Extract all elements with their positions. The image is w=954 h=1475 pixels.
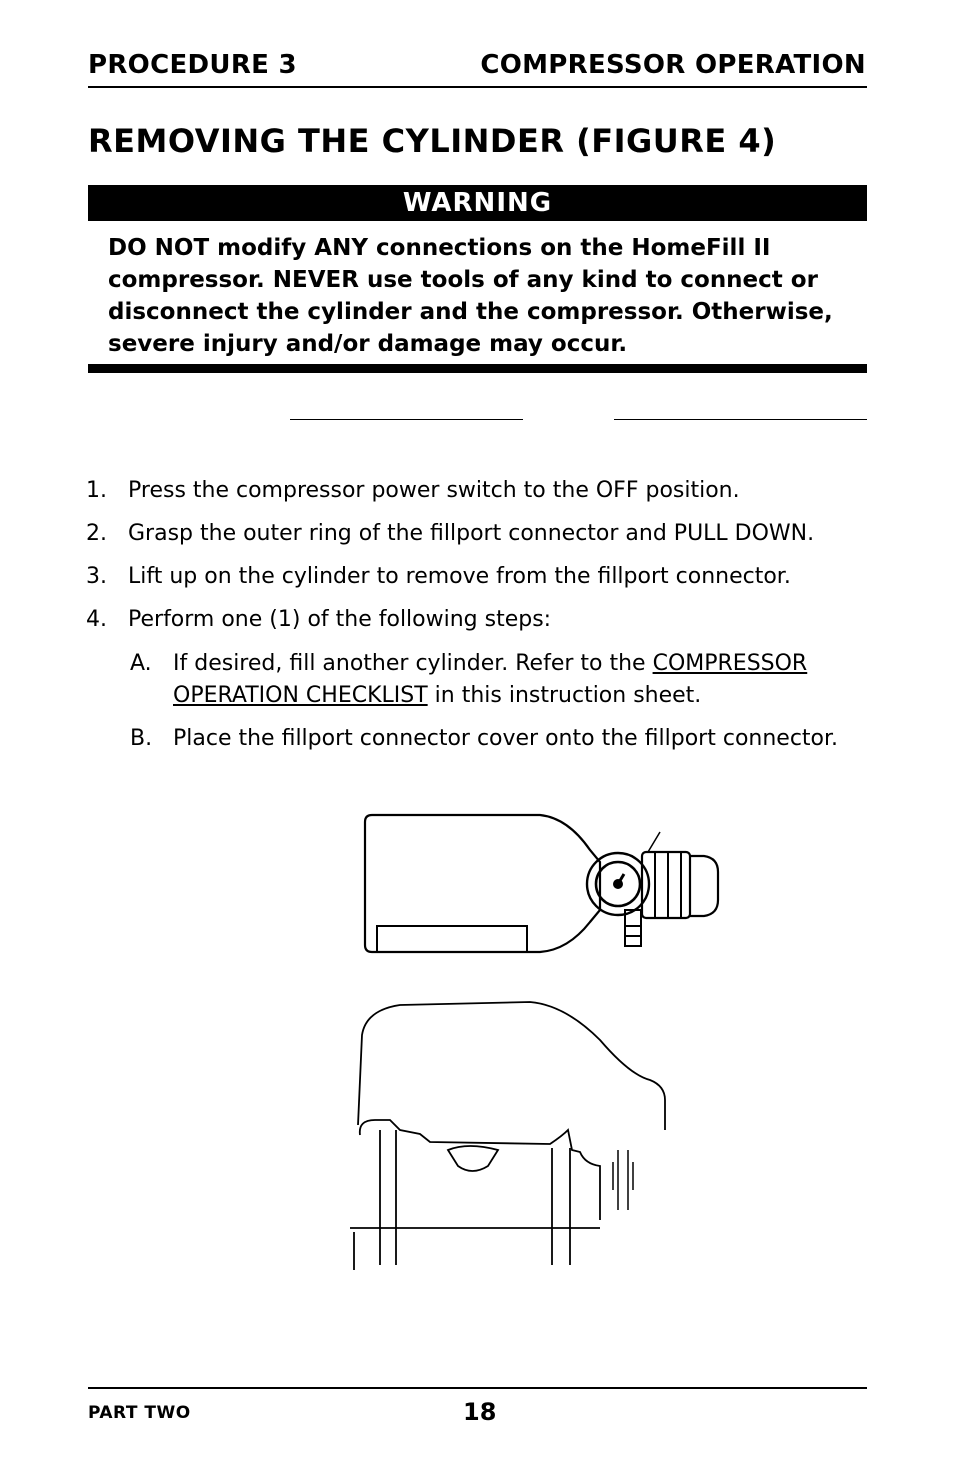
warning-fragment: connections on the HomeFill II: [368, 235, 771, 261]
step-text: Press the compressor power switch to the OFF position.: [128, 478, 740, 503]
step-number: 2.: [86, 521, 107, 546]
warning-label: WARNING: [88, 185, 867, 221]
header-procedure: PROCEDURE 3: [88, 50, 297, 80]
warning-text: [108, 232, 848, 360]
warning-fragment: compressor.: [108, 267, 273, 293]
warning-bottom-rule: [88, 364, 867, 373]
substep-letter: A.: [130, 651, 152, 676]
footer-part: PART TWO: [88, 1403, 191, 1423]
warning-line-3: disconnect the cylinder and the compressor. Otherwise,: [108, 299, 833, 325]
substep-text-line-2: [173, 680, 701, 712]
substep-a: [130, 648, 866, 718]
step-text: Lift up on the cylinder to remove from the fillport connector.: [128, 564, 791, 589]
page-number: 18: [463, 1398, 497, 1426]
substep-text: Place the fillport connector cover onto the fillport connector.: [173, 726, 839, 751]
warning-fragment: modify: [209, 235, 315, 261]
checklist-reference: OPERATION CHECKLIST: [173, 683, 428, 708]
warning-fragment: use tools of any kind to connect or: [358, 267, 818, 293]
compressor-illustration: [350, 1002, 665, 1270]
warning-emphasis: DO NOT: [108, 235, 210, 261]
checklist-reference: COMPRESSOR: [652, 651, 808, 676]
step-text: Grasp the outer ring of the fillport connector and PULL DOWN.: [128, 521, 815, 546]
page-title: REMOVING THE CYLINDER (FIGURE 4): [88, 122, 777, 160]
substep-text-fragment: in this instruction sheet.: [427, 683, 702, 708]
warning-line-1: [108, 232, 848, 264]
step-number: 4.: [86, 607, 107, 632]
step-2: [86, 518, 866, 550]
warning-line-4: severe injury and/or damage may occur.: [108, 331, 628, 357]
step-1: [86, 475, 866, 507]
warning-emphasis: NEVER: [272, 267, 359, 293]
step-text: Perform one (1) of the following steps:: [128, 607, 552, 632]
step-3: [86, 561, 866, 593]
step-number: 1.: [86, 478, 107, 503]
blank-line: [290, 419, 523, 420]
substep-text-fragment: If desired, fill another cylinder. Refer to the: [173, 651, 653, 676]
blank-line: [614, 419, 867, 420]
step-4: [86, 604, 866, 636]
header-rule: [88, 86, 867, 88]
figure-cylinder-removal: [300, 790, 740, 1290]
warning-emphasis: ANY: [314, 235, 369, 261]
substep-text: [173, 648, 807, 680]
footer-rule: [88, 1387, 867, 1389]
header-section-title: COMPRESSOR OPERATION: [480, 50, 866, 80]
substep-b: [130, 723, 866, 755]
warning-line-2: [108, 264, 848, 296]
cylinder-illustration: [365, 815, 718, 952]
substep-letter: B.: [130, 726, 153, 751]
step-number: 3.: [86, 564, 107, 589]
